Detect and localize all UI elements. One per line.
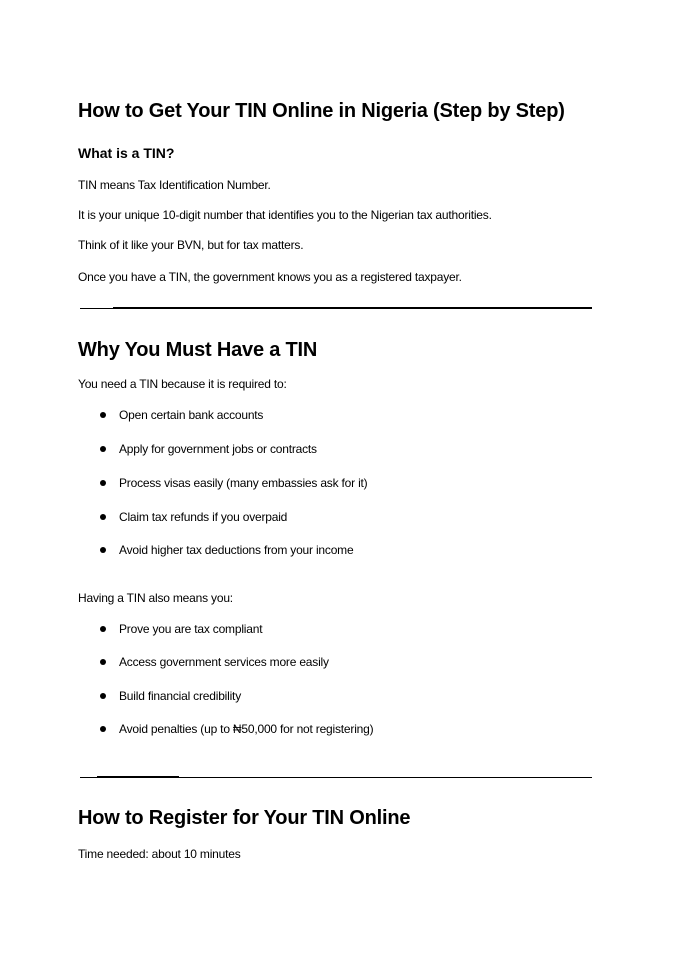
- bullet-icon: [100, 726, 106, 732]
- bullet-icon: [100, 480, 106, 486]
- list-item: Claim tax refunds if you overpaid: [119, 510, 288, 524]
- horizontal-divider-accent: [113, 307, 592, 309]
- bullet-icon: [100, 412, 106, 418]
- bullet-icon: [100, 693, 106, 699]
- what-is-tin-heading: What is a TIN?: [78, 145, 175, 161]
- bullet-icon: [100, 547, 106, 553]
- bullet-icon: [100, 659, 106, 665]
- list-item: Build financial credibility: [119, 689, 241, 703]
- register-heading: How to Register for Your TIN Online: [78, 807, 411, 829]
- paragraph: Think of it like your BVN, but for tax matters.: [78, 238, 304, 252]
- bullet-icon: [100, 446, 106, 452]
- paragraph: Once you have a TIN, the government knows you as a registered taxpayer.: [78, 270, 462, 284]
- paragraph: TIN means Tax Identification Number.: [78, 178, 271, 192]
- document-title: How to Get Your TIN Online in Nigeria (Step by Step): [78, 100, 565, 122]
- why-intro: You need a TIN because it is required to:: [78, 377, 287, 391]
- list-item: Apply for government jobs or contracts: [119, 442, 317, 456]
- why-tin-heading: Why You Must Have a TIN: [78, 339, 318, 361]
- bullet-icon: [100, 514, 106, 520]
- list-item: Prove you are tax compliant: [119, 622, 263, 636]
- time-needed: Time needed: about 10 minutes: [78, 847, 241, 861]
- paragraph: It is your unique 10-digit number that identifies you to the Nigerian tax authorities.: [78, 208, 492, 222]
- list-item: Access government services more easily: [119, 655, 329, 669]
- benefits-intro: Having a TIN also means you:: [78, 591, 233, 605]
- horizontal-divider-accent: [97, 776, 179, 778]
- list-item: Avoid penalties (up to ₦50,000 for not registering): [119, 722, 374, 736]
- bullet-icon: [100, 626, 106, 632]
- list-item: Open certain bank accounts: [119, 408, 264, 422]
- list-item: Avoid higher tax deductions from your income: [119, 543, 354, 557]
- list-item: Process visas easily (many embassies ask for it): [119, 476, 368, 490]
